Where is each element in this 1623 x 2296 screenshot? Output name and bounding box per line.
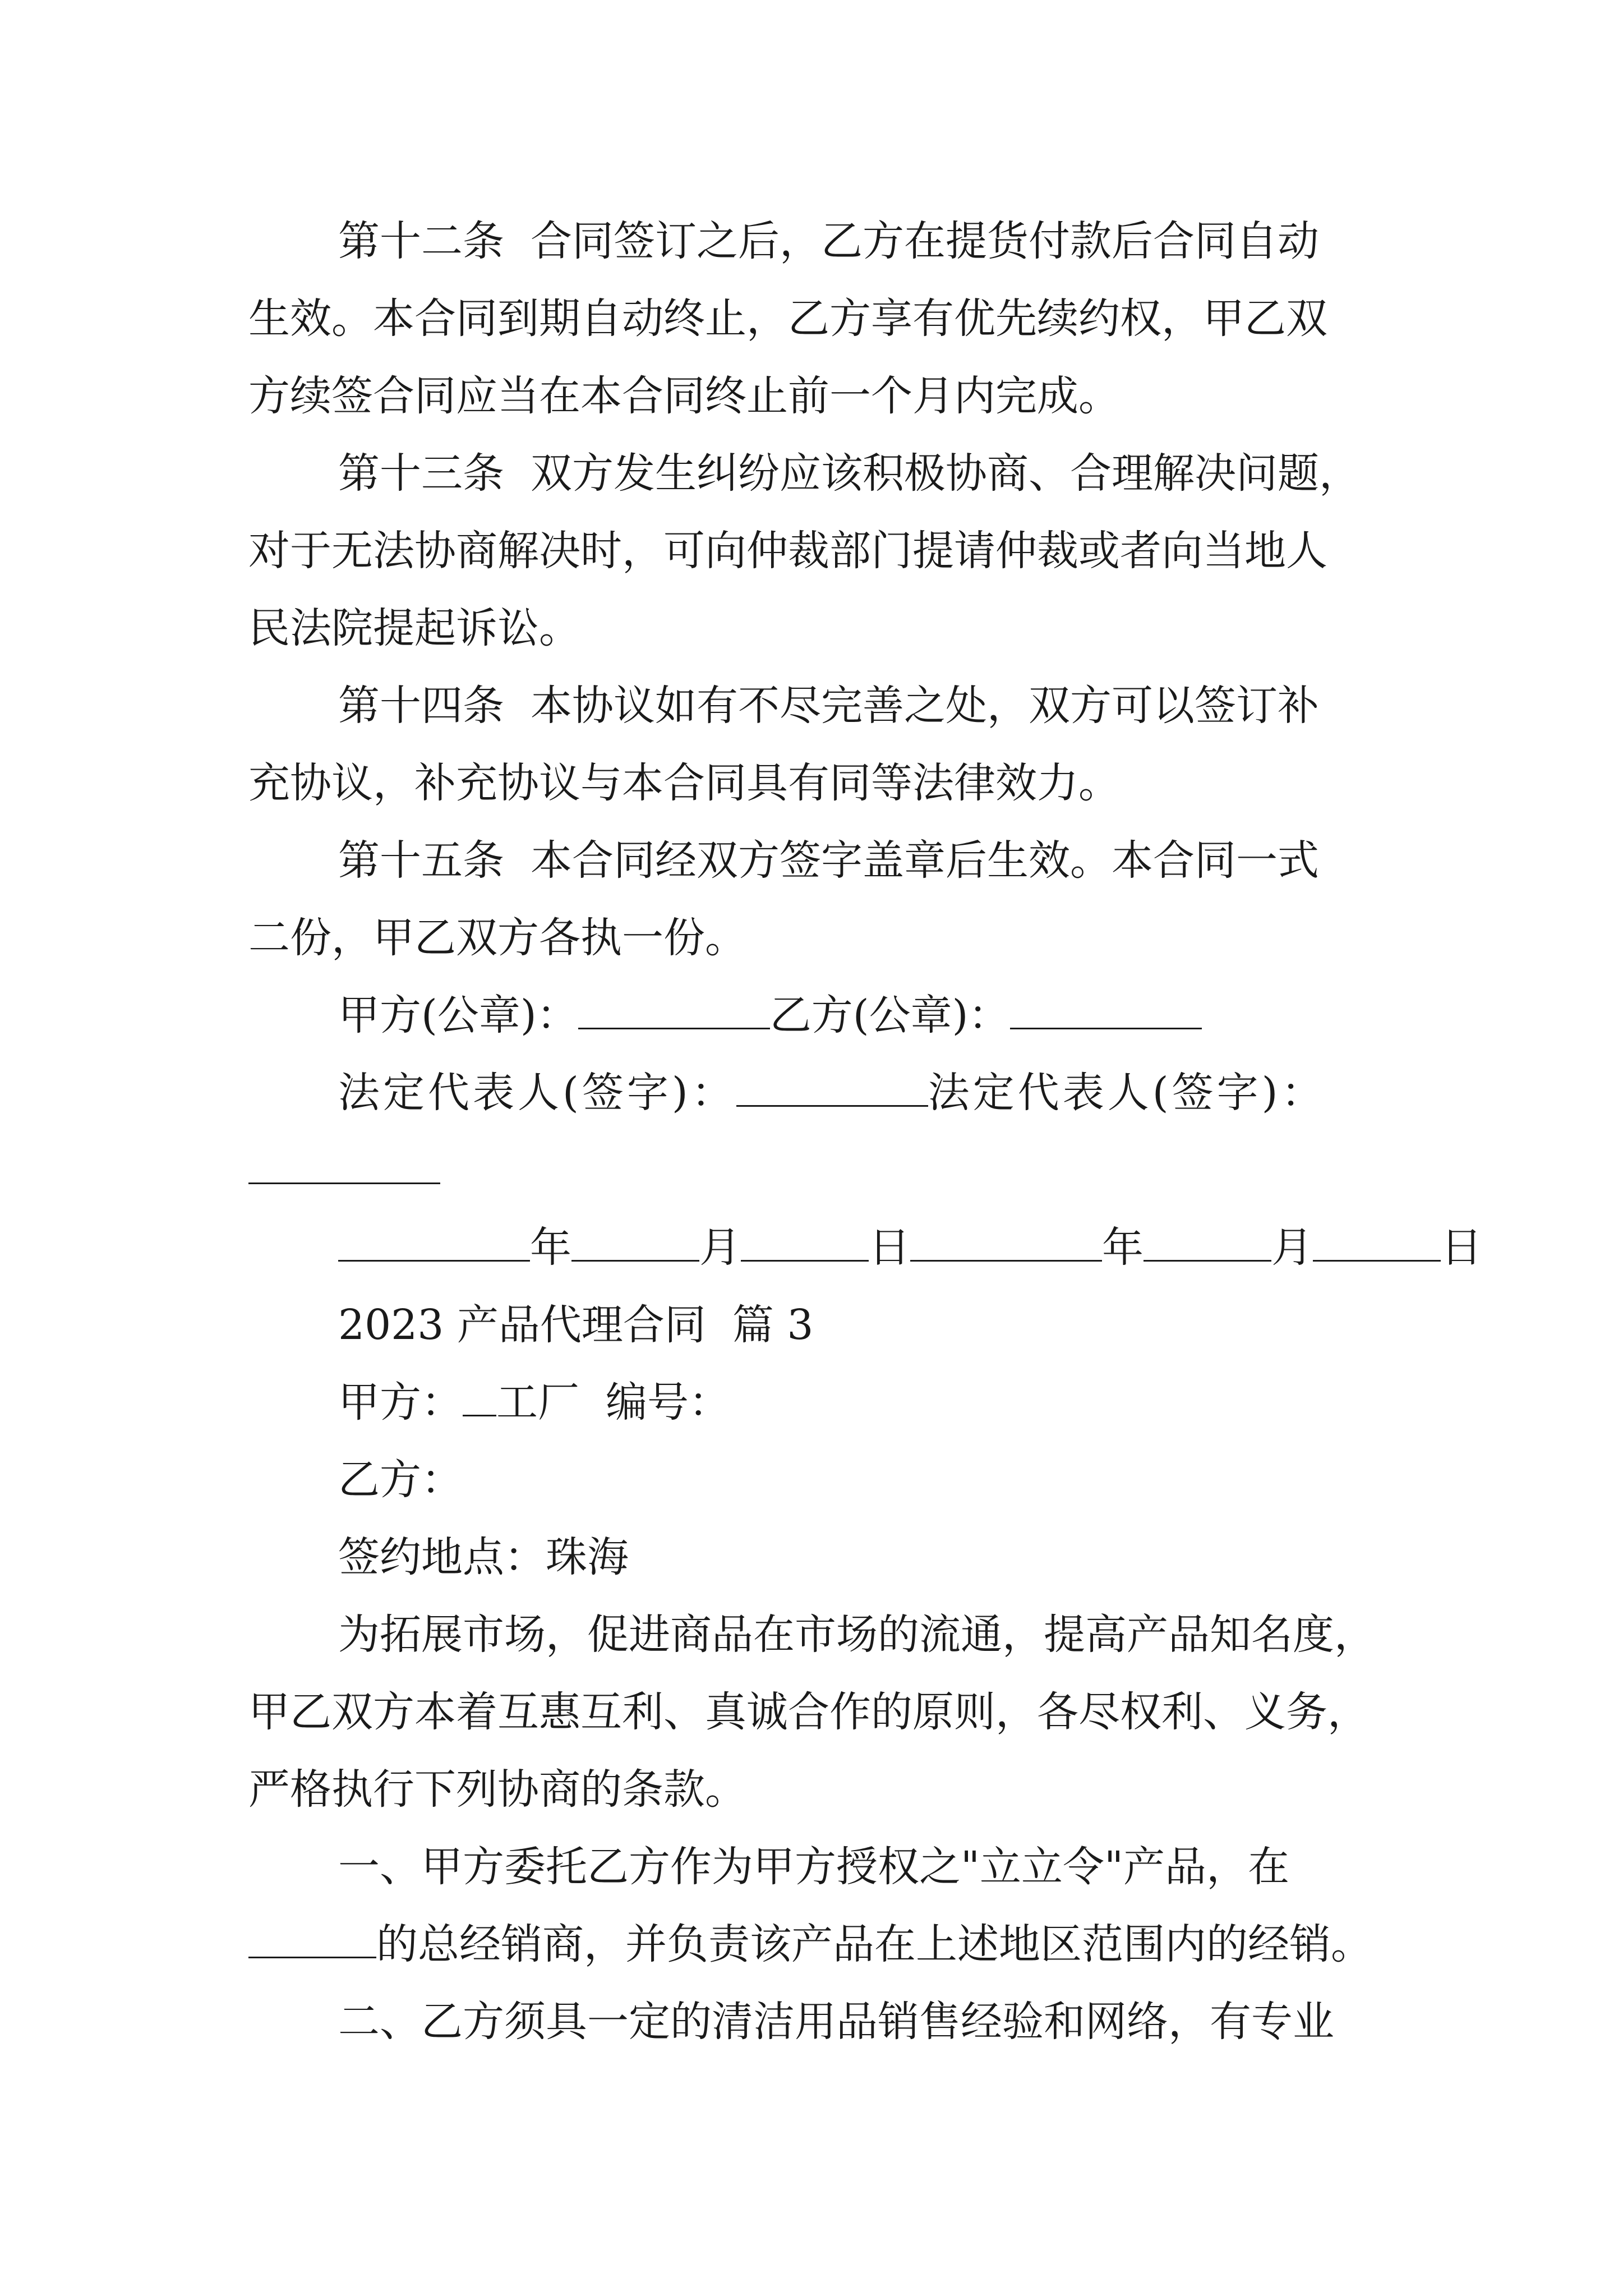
section-title: 2023 产品代理合同 篇 3: [338, 1301, 814, 1349]
party-b-line: [338, 1456, 463, 1504]
rep-a-blank: [736, 1105, 928, 1107]
intro-line-1: 为拓展市场，促进商品在市场的流通，提高产品知名度，: [338, 1611, 1376, 1659]
year-a-blank: [338, 1259, 530, 1262]
day-a-label: 日: [869, 1223, 910, 1272]
article-12-line-2: 生效。本合同到期自动终止，乙方享有优先续约权，甲乙双: [248, 295, 1327, 343]
place-line: [338, 1533, 629, 1581]
article-12-line-3: 方续签合同应当在本合同终止前一个月内完成。: [248, 372, 1120, 420]
intro-line-2: 甲乙双方本着互惠互利、真诚合作的原则，各尽权利、义务，: [248, 1688, 1369, 1736]
year-b-label: 年: [1102, 1223, 1144, 1272]
article-15-line-2: 二份，甲乙双方各执一份。: [248, 914, 746, 962]
clause-1-line-2: [248, 1920, 1372, 1968]
date-line: [338, 1223, 1482, 1272]
rep-b-label: 法定代表人(签字)：: [928, 1069, 1326, 1117]
party-a-seal-label: 甲方(公章)：: [338, 991, 578, 1039]
article-13-line-1: 第十三条 双方发生纠纷应该积极协商、合理解决问题，: [338, 449, 1361, 498]
month-b-blank: [1144, 1259, 1271, 1262]
year-a-label: 年: [530, 1223, 571, 1272]
month-a-blank: [571, 1259, 699, 1262]
rep-b-blank-line: [248, 1149, 440, 1191]
representative-line: [338, 1069, 1326, 1117]
party-a-line: [338, 1378, 731, 1427]
party-a-value: 工厂: [496, 1378, 579, 1427]
party-a-label: 甲方：: [338, 1378, 463, 1427]
rep-b-blank: [248, 1182, 440, 1184]
article-14-line-1: 第十四条 本协议如有不尽完善之处，双方可以签订补: [338, 682, 1320, 730]
rep-a-label: 法定代表人(签字)：: [338, 1069, 736, 1117]
place-label: 签约地点：: [338, 1533, 546, 1581]
month-b-label: 月: [1271, 1223, 1313, 1272]
intro-line-3: 严格执行下列协商的条款。: [248, 1765, 746, 1814]
party-b-label: 乙方：: [338, 1456, 463, 1504]
seal-line: [338, 991, 1202, 1039]
number-label: 编号：: [606, 1378, 731, 1427]
party-b-seal-label: 乙方(公章)：: [769, 991, 1010, 1039]
place-value: 珠海: [546, 1533, 629, 1581]
article-14-line-2: 充协议，补充协议与本合同具有同等法律效力。: [248, 759, 1120, 807]
territory-blank: [248, 1956, 376, 1958]
article-15-line-1: 第十五条 本合同经双方签字盖章后生效。本合同一式: [338, 836, 1320, 885]
day-a-blank: [741, 1259, 869, 1262]
month-a-label: 月: [699, 1223, 741, 1272]
article-12-line-1: 第十二条 合同签订之后，乙方在提货付款后合同自动: [338, 217, 1320, 265]
article-13-line-3: 民法院提起诉讼。: [248, 604, 580, 652]
party-a-seal-blank: [578, 1027, 770, 1029]
party-b-seal-blank: [1010, 1027, 1202, 1029]
day-b-blank: [1313, 1259, 1441, 1262]
party-a-blank: [463, 1414, 496, 1416]
day-b-label: 日: [1441, 1223, 1482, 1272]
clause-1-line-1: 一、甲方委托乙方作为甲方授权之"立立令"产品，在: [338, 1843, 1290, 1891]
year-b-blank: [910, 1259, 1102, 1262]
article-13-line-2: 对于无法协商解决时，可向仲裁部门提请仲裁或者向当地人: [248, 527, 1327, 575]
clause-1-line-2-text: 的总经销商，并负责该产品在上述地区范围内的经销。: [376, 1920, 1372, 1968]
clause-2-line-1: 二、乙方须具一定的清洁用品销售经验和网络，有专业: [338, 1998, 1334, 2046]
